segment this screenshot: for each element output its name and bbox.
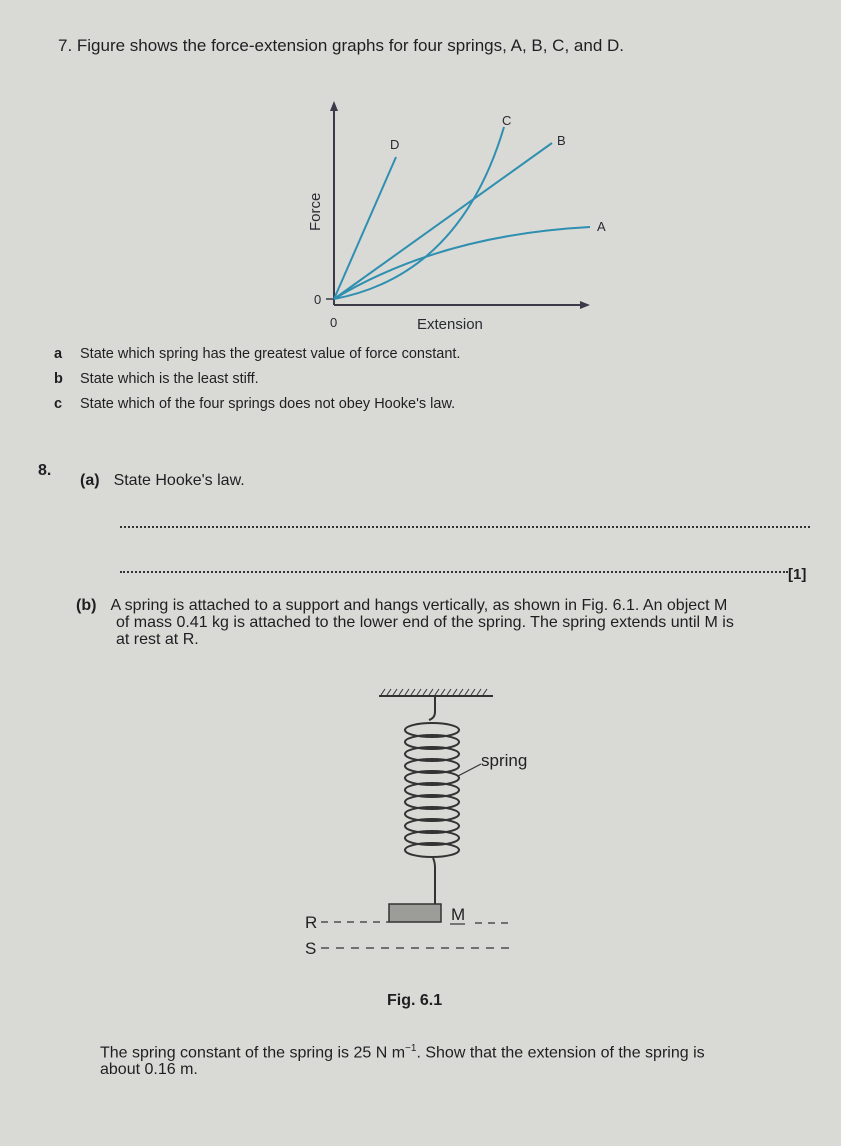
q8-part-b bbox=[76, 597, 821, 648]
mass-label: M bbox=[451, 905, 466, 924]
spring-top-wire bbox=[429, 696, 435, 720]
q7-part-a-label: a bbox=[54, 346, 63, 362]
q7-part-c bbox=[54, 396, 455, 412]
q8-part-b-label: (b) bbox=[76, 597, 97, 614]
figure-caption: Fig. 6.1 bbox=[387, 992, 443, 1009]
s-label: S bbox=[305, 939, 317, 958]
q8-part-b-line3: at rest at R. bbox=[116, 631, 199, 648]
marks-label: [1] bbox=[788, 566, 807, 583]
spring-coils bbox=[405, 723, 459, 857]
final-text-sup: −1 bbox=[405, 1043, 417, 1054]
answer-line-1[interactable] bbox=[120, 526, 810, 528]
q7-part-b bbox=[54, 371, 259, 387]
final-text-post: . Show that the extension of the spring is bbox=[416, 1044, 705, 1062]
answer-line-2[interactable] bbox=[120, 571, 788, 573]
curve-label-b: B bbox=[557, 133, 566, 148]
y-axis-arrow bbox=[330, 101, 338, 111]
q8-part-a-text: State Hooke's law. bbox=[113, 472, 245, 489]
q7-part-b-label: b bbox=[54, 371, 63, 387]
origin-y-label: 0 bbox=[314, 292, 322, 307]
x-axis-arrow bbox=[580, 301, 590, 309]
spring-label: spring bbox=[481, 751, 528, 770]
q8-part-b-line2: of mass 0.41 kg is attached to the lower end of the spring. The spring extends until M is bbox=[116, 614, 734, 631]
final-text-pre: The spring constant of the spring is 25 N m bbox=[100, 1044, 406, 1062]
origin-x-label: 0 bbox=[330, 315, 338, 330]
q7-part-c-label: c bbox=[54, 396, 63, 412]
spring-leader-line bbox=[458, 764, 481, 776]
support-hatching bbox=[381, 689, 487, 695]
curve-b bbox=[334, 143, 552, 299]
y-axis-label: Force bbox=[307, 192, 324, 231]
r-label: R bbox=[305, 913, 318, 932]
force-extension-graph bbox=[290, 95, 630, 345]
q7-part-a-text: State which spring has the greatest value of force constant. bbox=[80, 346, 461, 362]
mass-block bbox=[389, 904, 441, 922]
q8-part-a bbox=[80, 472, 245, 490]
spring-figure bbox=[295, 682, 555, 972]
q8-part-b-line1: A spring is attached to a support and hangs vertically, as shown in Fig. 6.1. An object M bbox=[110, 597, 728, 614]
q8-final-paragraph bbox=[100, 1040, 820, 1078]
question-8-number: 8. bbox=[38, 462, 52, 479]
x-axis-label: Extension bbox=[417, 316, 483, 333]
curve-c bbox=[334, 127, 504, 299]
spring-bottom-wire bbox=[433, 858, 435, 904]
q8-part-a-label: (a) bbox=[80, 472, 100, 489]
curve-label-c: C bbox=[502, 113, 512, 128]
curve-label-a: A bbox=[597, 219, 606, 234]
question-7-title: 7. Figure shows the force-extension graphs for four springs, A, B, C, and D. bbox=[58, 36, 624, 55]
q7-part-b-text: State which is the least stiff. bbox=[80, 371, 259, 387]
q7-part-c-text: State which of the four springs does not obey Hooke's law. bbox=[80, 396, 456, 412]
q7-part-a bbox=[54, 346, 460, 362]
final-text-line2: about 0.16 m. bbox=[100, 1061, 198, 1079]
curve-label-d: D bbox=[390, 137, 400, 152]
